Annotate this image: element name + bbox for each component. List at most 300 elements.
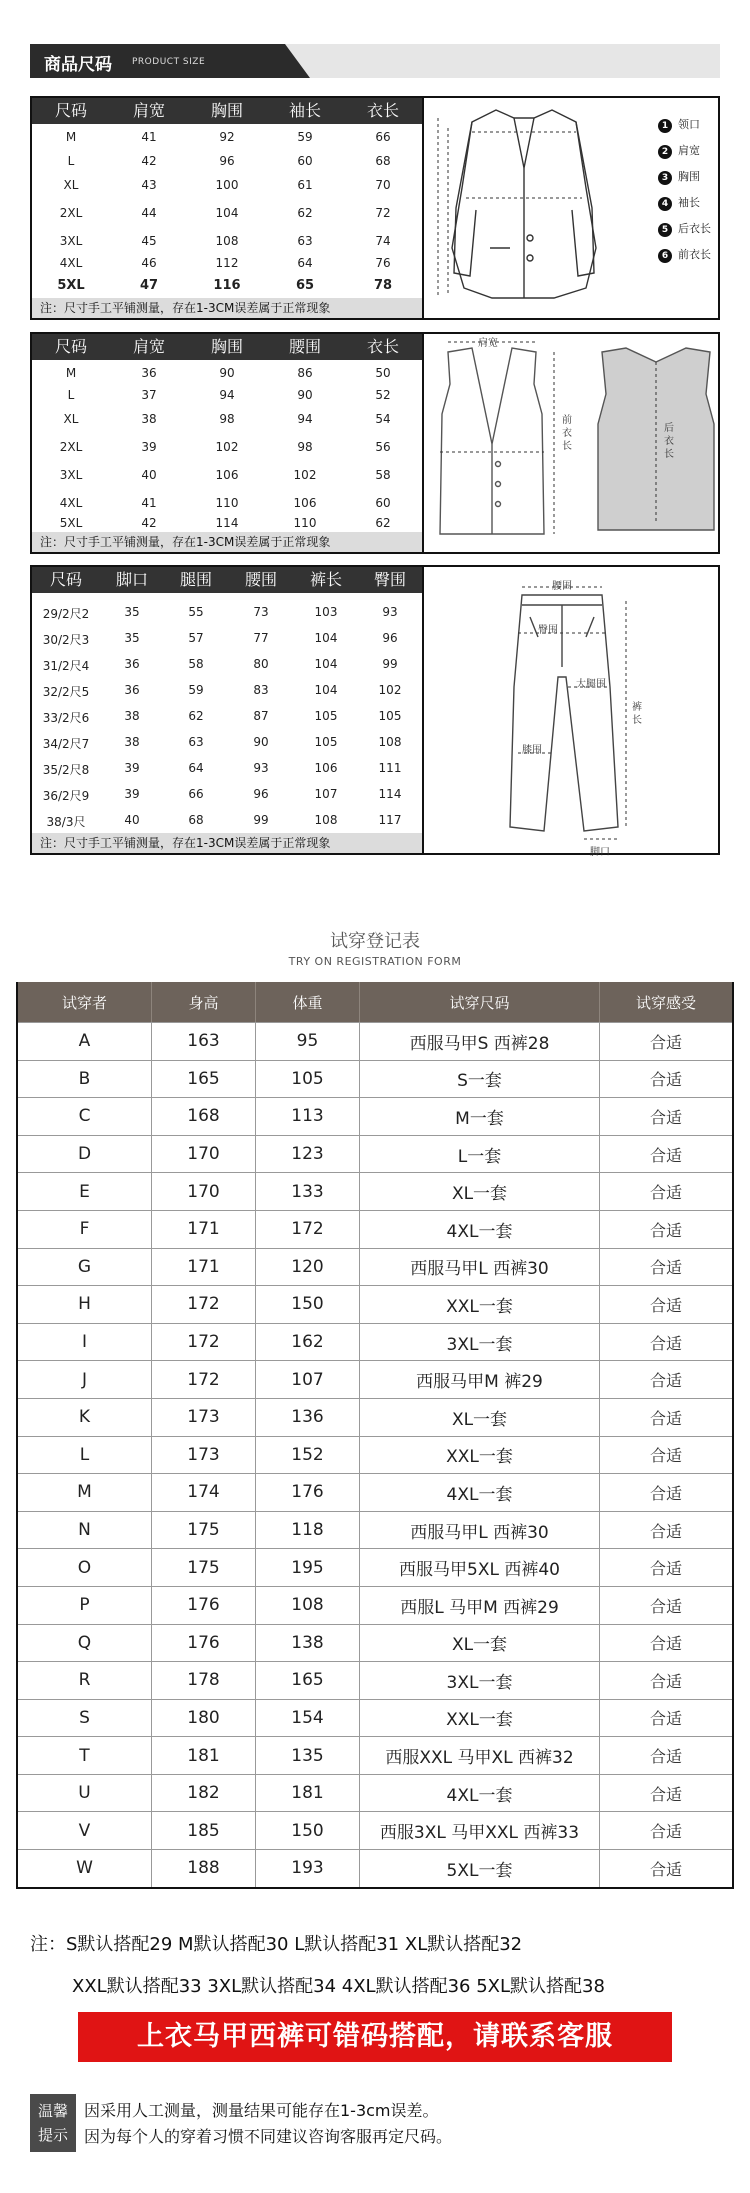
table-cell: XL: [63, 178, 79, 192]
table-cell: 96: [219, 154, 235, 168]
table-row: [18, 1511, 732, 1549]
table-cell: M: [65, 366, 77, 380]
table-cell: C: [18, 1098, 152, 1135]
table-cell: 59: [188, 683, 204, 697]
table-cell: 175: [152, 1512, 256, 1549]
table-cell: 4XL一套: [360, 1211, 600, 1248]
header-cell: 试穿感受: [635, 993, 696, 1012]
table-cell: 3XL一套: [360, 1662, 600, 1699]
table-cell: 168: [152, 1098, 256, 1135]
table-cell: 105: [256, 1061, 360, 1098]
table-cell: 176: [256, 1474, 360, 1511]
table-cell: 162: [256, 1324, 360, 1361]
header-cell: 裤长: [309, 570, 342, 589]
section-title: 商品尺码: [44, 55, 112, 75]
hip-label: 臀围: [538, 625, 558, 636]
header-cell: 胸围: [210, 101, 243, 120]
table-row: [18, 1586, 732, 1624]
vest-back-length-label: 后衣长: [664, 423, 674, 460]
record-subtitle: TRY ON REGISTRATION FORM: [288, 955, 462, 968]
table-cell: 138: [256, 1625, 360, 1662]
table-cell: 3XL: [59, 468, 83, 482]
header-cell: 肩宽: [132, 101, 165, 120]
table-cell: 37: [141, 388, 157, 402]
tip-badge-line: 提示: [37, 2126, 68, 2144]
table-cell: 5XL一套: [360, 1850, 600, 1887]
table-cell: 173: [152, 1399, 256, 1436]
table-cell: 62: [297, 206, 313, 220]
table-cell: 63: [297, 234, 313, 248]
vest-diagram: [426, 334, 718, 552]
fit-feedback-cell: 合适: [649, 1671, 682, 1691]
table-row: [18, 1172, 732, 1210]
jacket-table-header: [32, 98, 422, 124]
fit-feedback-cell: 合适: [649, 1032, 682, 1052]
table-cell: 95: [256, 1023, 360, 1060]
header-cell: 衣长: [366, 101, 399, 120]
table-cell: 35/2尺8: [42, 763, 90, 777]
section-subtitle: PRODUCT SIZE: [132, 57, 206, 67]
table-cell: 29/2尺2: [42, 607, 90, 621]
table-cell: M: [18, 1474, 152, 1511]
table-cell: 38/3尺: [46, 815, 86, 829]
table-cell: 5XL: [57, 278, 85, 293]
table-cell: 170: [152, 1136, 256, 1173]
table-cell: 42: [141, 516, 157, 530]
table-cell: R: [18, 1662, 152, 1699]
record-header-row: [18, 982, 732, 1022]
legend-label: 胸围: [678, 170, 700, 183]
table-cell: 181: [256, 1775, 360, 1812]
table-cell: 3XL: [59, 234, 83, 248]
table-cell: 58: [188, 657, 204, 671]
table-cell: 178: [152, 1662, 256, 1699]
table-cell: L一套: [360, 1136, 600, 1173]
table-cell: W: [18, 1850, 152, 1887]
section-header: [30, 44, 720, 78]
fit-feedback-cell: 合适: [649, 1559, 682, 1579]
table-cell: 165: [152, 1061, 256, 1098]
legend-item: [658, 220, 711, 237]
table-row: [18, 1398, 732, 1436]
table-cell: 181: [152, 1737, 256, 1774]
table-cell: 104: [314, 631, 338, 645]
table-cell: 100: [215, 178, 239, 192]
table-cell: Q: [18, 1625, 152, 1662]
header-cell: 试穿尺码: [360, 982, 600, 1022]
table-cell: 171: [152, 1249, 256, 1286]
table-row: [18, 1811, 732, 1849]
table-row: [18, 1624, 732, 1662]
legend-number: 6: [658, 249, 672, 263]
table-cell: 98: [219, 412, 235, 426]
table-cell: 36: [124, 657, 140, 671]
legend-label: 肩宽: [678, 144, 700, 157]
table-cell: 165: [256, 1662, 360, 1699]
table-cell: 70: [375, 178, 391, 192]
table-cell: 54: [375, 412, 391, 426]
table-row: [18, 1323, 732, 1361]
table-cell: 116: [213, 278, 241, 293]
table-cell: 136: [256, 1399, 360, 1436]
table-cell: 182: [152, 1775, 256, 1812]
legend-label: 领口: [678, 118, 700, 131]
table-cell: 99: [382, 657, 398, 671]
table-cell: 68: [375, 154, 391, 168]
table-cell: 106: [215, 468, 239, 482]
contact-service-banner: 上衣马甲西裤可错码搭配，请联系客服: [78, 2012, 672, 2062]
table-cell: 111: [378, 761, 402, 775]
table-cell: 41: [141, 130, 157, 144]
table-cell: 66: [375, 130, 391, 144]
table-cell: 西服马甲L 西裤30: [360, 1512, 600, 1549]
table-cell: E: [18, 1173, 152, 1210]
table-cell: 3XL一套: [360, 1324, 600, 1361]
legend-item: [658, 142, 700, 159]
table-cell: 4XL: [59, 496, 83, 510]
default-pairing-note-1: 注：S默认搭配29 M默认搭配30 L默认搭配31 XL默认搭配32: [30, 1934, 523, 1955]
default-pairing-note-2: XXL默认搭配33 3XL默认搭配34 4XL默认搭配36 5XL默认搭配38: [72, 1976, 605, 1997]
table-cell: 4XL一套: [360, 1775, 600, 1812]
table-cell: 62: [188, 709, 204, 723]
table-cell: 117: [378, 813, 402, 827]
table-cell: 39: [124, 761, 140, 775]
table-cell: N: [18, 1512, 152, 1549]
table-cell: 46: [141, 256, 157, 270]
table-cell: 39: [141, 440, 157, 454]
fit-feedback-cell: 合适: [649, 1709, 682, 1729]
table-cell: 172: [152, 1324, 256, 1361]
table-cell: 176: [152, 1625, 256, 1662]
header-cell: 袖长: [288, 101, 321, 120]
table-cell: V: [18, 1812, 152, 1849]
table-cell: L: [67, 154, 75, 168]
table-cell: 西服3XL 马甲XXL 西裤33: [360, 1812, 600, 1849]
table-cell: P: [18, 1587, 152, 1624]
table-cell: 33/2尺6: [42, 711, 90, 725]
table-cell: XL一套: [360, 1399, 600, 1436]
table-cell: 180: [152, 1700, 256, 1737]
table-cell: 5XL: [59, 516, 83, 530]
table-row: [18, 1661, 732, 1699]
table-cell: 57: [188, 631, 204, 645]
table-cell: 73: [253, 605, 269, 619]
table-cell: 105: [314, 735, 338, 749]
record-title: 试穿登记表: [330, 931, 420, 952]
table-cell: 152: [256, 1437, 360, 1474]
table-cell: 78: [373, 278, 393, 293]
fit-feedback-cell: 合适: [649, 1747, 682, 1767]
header-cell: 臀围: [373, 570, 406, 589]
table-cell: 35: [124, 631, 140, 645]
table-cell: 110: [293, 516, 317, 530]
legend-label: 前衣长: [678, 248, 711, 261]
table-row: [18, 1248, 732, 1286]
table-cell: 63: [188, 735, 204, 749]
table-cell: 114: [378, 787, 402, 801]
table-cell: 114: [215, 516, 239, 530]
table-cell: 35: [124, 605, 140, 619]
fit-feedback-cell: 合适: [649, 1371, 682, 1391]
legend-number: 5: [658, 223, 672, 237]
fit-feedback-cell: 合适: [649, 1446, 682, 1466]
table-row: [18, 1360, 732, 1398]
table-row: [18, 1285, 732, 1323]
record-table: [16, 982, 734, 1889]
table-row: [18, 1774, 732, 1812]
table-cell: 50: [375, 366, 391, 380]
vest-shoulder-label: 肩宽: [478, 338, 498, 349]
table-cell: 108: [378, 735, 402, 749]
trousers-size-panel: [30, 565, 720, 858]
table-cell: 99: [253, 813, 269, 827]
table-cell: 96: [253, 787, 269, 801]
table-cell: 4XL: [59, 256, 83, 270]
table-cell: 59: [297, 130, 313, 144]
table-cell: 西服XXL 马甲XL 西裤32: [360, 1737, 600, 1774]
fit-feedback-cell: 合适: [649, 1859, 682, 1879]
table-cell: 36: [124, 683, 140, 697]
tip-line-1: 因采用人工测量，测量结果可能存在1-3cm误差。: [84, 2101, 439, 2120]
legend-number: 2: [658, 145, 672, 159]
legend-item: [658, 246, 711, 263]
fit-feedback-cell: 合适: [649, 1107, 682, 1127]
table-cell: 118: [256, 1512, 360, 1549]
table-cell: 2XL: [59, 206, 83, 220]
fit-feedback-cell: 合适: [649, 1822, 682, 1842]
table-cell: 68: [188, 813, 204, 827]
table-cell: A: [18, 1023, 152, 1060]
vest-table-header: [32, 334, 422, 360]
vest-front-length-label: 前衣长: [562, 415, 572, 452]
table-cell: 123: [256, 1136, 360, 1173]
table-cell: 40: [141, 468, 157, 482]
hem-label: 脚口: [590, 847, 610, 858]
table-cell: 56: [375, 440, 391, 454]
vest-size-table: [32, 334, 424, 552]
table-cell: 44: [141, 206, 157, 220]
table-cell: 58: [375, 468, 391, 482]
header-cell: 尺码: [54, 337, 87, 356]
table-cell: 65: [295, 278, 315, 293]
table-cell: 72: [375, 206, 391, 220]
table-cell: 195: [256, 1549, 360, 1586]
fit-feedback-cell: 合适: [649, 1784, 682, 1804]
fit-feedback-cell: 合适: [649, 1333, 682, 1353]
table-cell: XL: [63, 412, 79, 426]
table-cell: 55: [188, 605, 204, 619]
table-cell: 西服马甲5XL 西裤40: [360, 1549, 600, 1586]
measurement-note: 注：尺寸手工平铺测量，存在1-3CM误差属于正常现象: [32, 833, 422, 853]
table-cell: 103: [314, 605, 338, 619]
legend-number: 3: [658, 171, 672, 185]
measurement-note: 注：尺寸手工平铺测量，存在1-3CM误差属于正常现象: [32, 532, 422, 552]
thigh-label: 大腿围: [576, 679, 606, 690]
table-cell: 90: [253, 735, 269, 749]
table-cell: 102: [215, 440, 239, 454]
table-cell: 110: [215, 496, 239, 510]
header-cell: 体重: [256, 982, 360, 1022]
fit-feedback-cell: 合适: [649, 1634, 682, 1654]
table-cell: 106: [293, 496, 317, 510]
tip-badge: [30, 2094, 76, 2152]
fit-feedback-cell: 合适: [649, 1295, 682, 1315]
table-cell: 185: [152, 1812, 256, 1849]
table-cell: 105: [378, 709, 402, 723]
table-cell: I: [18, 1324, 152, 1361]
table-cell: 150: [256, 1812, 360, 1849]
table-cell: 133: [256, 1173, 360, 1210]
table-cell: 38: [141, 412, 157, 426]
table-cell: 108: [314, 813, 338, 827]
header-cell: 腰围: [244, 570, 277, 589]
legend-item: [658, 194, 700, 211]
table-cell: 64: [297, 256, 313, 270]
jacket-illustration: [426, 98, 646, 314]
fit-feedback-cell: 合适: [649, 1070, 682, 1090]
table-cell: 104: [314, 683, 338, 697]
table-cell: 154: [256, 1700, 360, 1737]
table-cell: 176: [152, 1587, 256, 1624]
table-cell: 193: [256, 1850, 360, 1887]
table-row: [18, 1736, 732, 1774]
table-cell: 30/2尺3: [42, 633, 90, 647]
table-cell: XXL一套: [360, 1286, 600, 1323]
table-cell: 31/2尺4: [42, 659, 90, 673]
table-cell: 102: [378, 683, 402, 697]
table-cell: U: [18, 1775, 152, 1812]
table-cell: 45: [141, 234, 157, 248]
header-cell: 胸围: [210, 337, 243, 356]
table-cell: D: [18, 1136, 152, 1173]
table-cell: 94: [297, 412, 313, 426]
table-cell: 105: [314, 709, 338, 723]
table-cell: 94: [219, 388, 235, 402]
table-cell: 43: [141, 178, 157, 192]
table-cell: 108: [215, 234, 239, 248]
table-cell: 西服L 马甲M 西裤29: [360, 1587, 600, 1624]
table-cell: S一套: [360, 1061, 600, 1098]
table-cell: 40: [124, 813, 140, 827]
table-cell: 60: [375, 496, 391, 510]
table-cell: 172: [152, 1361, 256, 1398]
table-row: [18, 1022, 732, 1060]
header-cell: 肩宽: [132, 337, 165, 356]
waist-label: 腰围: [552, 581, 572, 592]
legend-number: 4: [658, 197, 672, 211]
table-cell: 74: [375, 234, 391, 248]
header-cell: 尺码: [54, 101, 87, 120]
table-cell: 188: [152, 1850, 256, 1887]
trousers-size-table: [32, 567, 424, 853]
table-cell: 104: [314, 657, 338, 671]
fit-feedback-cell: 合适: [649, 1183, 682, 1203]
table-cell: 108: [256, 1587, 360, 1624]
trousers-table-header: [32, 567, 422, 593]
header-cell: 腰围: [288, 337, 321, 356]
table-cell: 41: [141, 496, 157, 510]
table-cell: 175: [152, 1549, 256, 1586]
table-cell: 107: [256, 1361, 360, 1398]
table-cell: 32/2尺5: [42, 685, 90, 699]
tip-line-2: 因为每个人的穿着习惯不同建议咨询客服再定尺码。: [84, 2127, 453, 2146]
header-cell: 腿围: [179, 570, 212, 589]
fit-feedback-cell: 合适: [649, 1483, 682, 1503]
table-cell: 77: [253, 631, 269, 645]
fit-feedback-cell: 合适: [649, 1596, 682, 1616]
table-cell: 98: [297, 440, 313, 454]
table-cell: K: [18, 1399, 152, 1436]
legend-item: [658, 168, 700, 185]
table-cell: XL一套: [360, 1173, 600, 1210]
table-cell: 42: [141, 154, 157, 168]
table-cell: L: [18, 1437, 152, 1474]
table-cell: XXL一套: [360, 1700, 600, 1737]
table-cell: 36/2尺9: [42, 789, 90, 803]
table-cell: 150: [256, 1286, 360, 1323]
table-cell: 76: [375, 256, 391, 270]
table-cell: 92: [219, 130, 235, 144]
table-cell: 172: [152, 1286, 256, 1323]
table-cell: 93: [253, 761, 269, 775]
vest-size-panel: [30, 332, 720, 554]
trousers-illustration: [426, 567, 720, 853]
table-row: [18, 1849, 732, 1887]
table-cell: 102: [293, 468, 317, 482]
table-cell: 2XL: [59, 440, 83, 454]
table-cell: B: [18, 1061, 152, 1098]
jacket-size-panel: [30, 96, 720, 320]
table-cell: 西服马甲L 西裤30: [360, 1249, 600, 1286]
header-cell: 身高: [152, 982, 256, 1022]
table-cell: XXL一套: [360, 1437, 600, 1474]
knee-label: 膝围: [522, 745, 542, 756]
table-cell: L: [67, 388, 75, 402]
table-cell: 93: [382, 605, 398, 619]
header-cell: 尺码: [49, 570, 82, 589]
table-cell: 90: [297, 388, 313, 402]
table-row: [18, 1436, 732, 1474]
table-cell: 34/2尺7: [42, 737, 90, 751]
table-cell: 西服马甲S 西裤28: [360, 1023, 600, 1060]
header-cell: 衣长: [366, 337, 399, 356]
table-cell: M: [65, 130, 77, 144]
table-cell: 120: [256, 1249, 360, 1286]
table-row: [18, 1060, 732, 1098]
table-cell: 112: [215, 256, 239, 270]
table-cell: 64: [188, 761, 204, 775]
fit-feedback-cell: 合适: [649, 1258, 682, 1278]
header-cell: 脚口: [115, 570, 148, 589]
table-cell: F: [18, 1211, 152, 1248]
table-cell: 96: [382, 631, 398, 645]
jacket-size-table: [32, 98, 424, 318]
table-cell: 47: [139, 278, 159, 293]
legend-number: 1: [658, 119, 672, 133]
legend-label: 后衣长: [678, 222, 711, 235]
trousers-diagram: [426, 567, 718, 858]
table-row: [18, 1473, 732, 1511]
table-cell: 170: [152, 1173, 256, 1210]
legend-label: 袖长: [678, 196, 700, 209]
table-cell: 52: [375, 388, 391, 402]
table-cell: 39: [124, 787, 140, 801]
table-row: [18, 1097, 732, 1135]
table-cell: 38: [124, 735, 140, 749]
table-row: [18, 1135, 732, 1173]
table-cell: 80: [253, 657, 269, 671]
jacket-diagram: [426, 98, 718, 318]
